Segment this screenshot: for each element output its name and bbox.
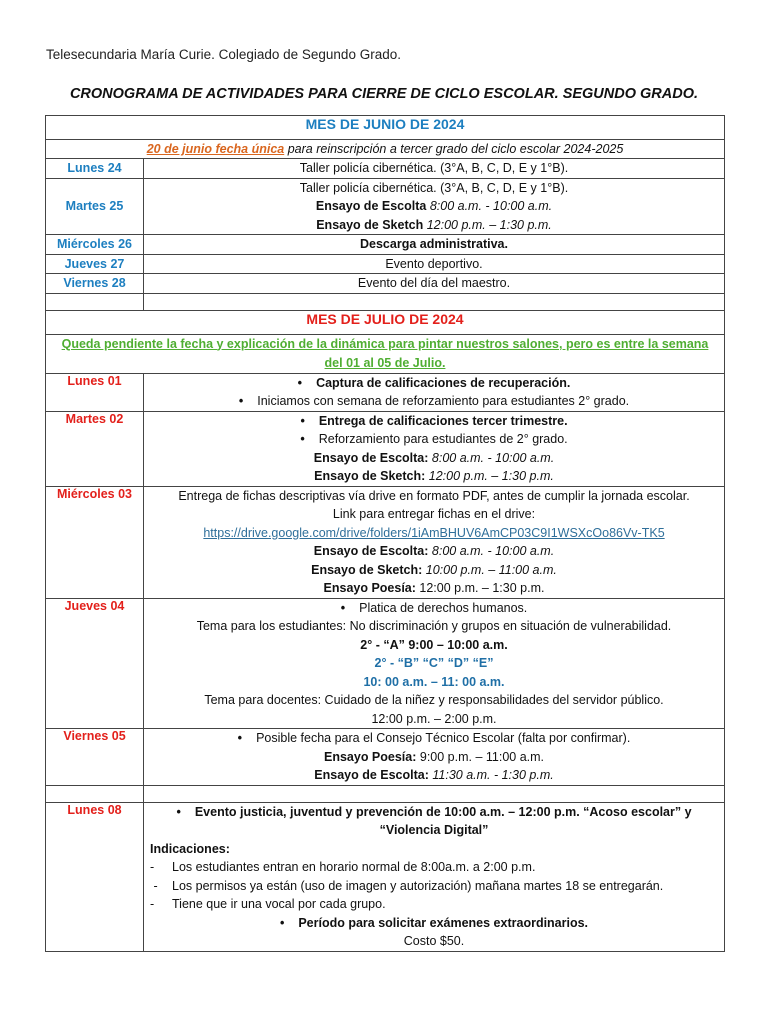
instruction-text: Los estudiantes entran en horario normal de 8:00a.m. a 2:00 p.m.	[172, 860, 536, 874]
instruction-text: Tiene que ir una vocal por cada grupo.	[172, 897, 386, 911]
rehearsal-label: Ensayo de Sketch:	[311, 562, 423, 577]
activity-line: Taller policía cibernética. (3°A, B, C, D, E y 1°B).	[299, 161, 569, 175]
table-row	[46, 235, 725, 255]
cost-line: Costo $50.	[403, 934, 465, 948]
bullet-item: • Período para solicitar exámenes extraordinarios.	[150, 914, 718, 933]
drive-link[interactable]: https://drive.google.com/drive/folders/1iAmBHUV6AmCP03C9I1WSXcOo86Vv-TK5	[203, 525, 665, 540]
rehearsal-label: Ensayo de Escolta:	[313, 544, 429, 558]
bullet-item: • Entrega de calificaciones tercer trimestre.	[150, 412, 718, 431]
bullet-item: • Iniciamos con semana de reforzamiento para estudiantes 2° grado.	[150, 392, 718, 411]
month-row-july	[46, 310, 725, 334]
day-label: Lunes 01	[46, 373, 144, 411]
rehearsal-label: Ensayo Poesía:	[323, 581, 416, 595]
instruction-item: - Tiene que ir una vocal por cada grupo.	[150, 897, 386, 911]
day-label: Lunes 24	[46, 159, 144, 179]
table-row	[46, 159, 725, 179]
rehearsal-label: Ensayo de Escolta:	[313, 450, 429, 465]
activity-line	[150, 197, 718, 216]
day-label: Jueves 27	[46, 254, 144, 274]
table-row	[46, 598, 725, 729]
day-label: Miércoles 03	[46, 486, 144, 598]
day-label: Viernes 28	[46, 274, 144, 294]
table-row	[46, 802, 725, 951]
bullet-item: • Posible fecha para el Consejo Técnico Escolar (falta por confirmar).	[150, 729, 718, 748]
document-title: CRONOGRAMA DE ACTIVIDADES PARA CIERRE DE CICLO ESCOLAR. SEGUNDO GRADO.	[69, 86, 699, 102]
activity-line: Evento deportivo.	[385, 256, 483, 271]
rehearsal-label: Ensayo de Escolta:	[314, 768, 429, 782]
table-row	[46, 373, 725, 411]
bullet-item: • Captura de calificaciones de recuperación.	[150, 374, 718, 393]
rehearsal-label: Ensayo de Escolta	[315, 199, 427, 213]
schedule-table	[45, 115, 725, 952]
instruction-item: - Los estudiantes entran en horario normal de 8:00a.m. a 2:00 p.m.	[150, 860, 536, 874]
month-title: MES DE JUNIO DE 2024	[46, 116, 725, 140]
activity-line: Taller policía cibernética. (3°A, B, C, D, E y 1°B).	[299, 180, 569, 195]
june-note-row	[46, 140, 725, 159]
rehearsal-time: 12:00 p.m. – 1:30 p.m.	[425, 469, 554, 483]
activity-line	[150, 467, 718, 486]
july-note-row	[46, 334, 725, 373]
rehearsal-time: 11:30 a.m. - 1:30 p.m.	[428, 768, 554, 782]
table-row	[46, 729, 725, 786]
activity-cell	[144, 274, 725, 294]
table-row	[46, 178, 725, 235]
group-schedule: 10: 00 a.m. – 11: 00 a.m.	[363, 674, 505, 689]
empty-row	[46, 293, 725, 310]
activity-line	[150, 561, 718, 580]
bullet-item: • Platica de derechos humanos.	[150, 599, 718, 618]
activity-line	[150, 748, 718, 767]
instruction-text: Los permisos ya están (uso de imagen y autorización) mañana martes 18 se entregarán.	[172, 878, 664, 893]
activity-cell	[144, 254, 725, 274]
activity-cell	[144, 411, 725, 486]
day-label: Miércoles 26	[46, 235, 144, 255]
activity-line	[150, 766, 718, 785]
day-label: Jueves 04	[46, 598, 144, 729]
rehearsal-time: 12:00 p.m. – 1:30 p.m.	[415, 581, 545, 595]
activity-line: Descarga administrativa.	[360, 237, 508, 251]
activity-cell	[144, 235, 725, 255]
activity-line: Entrega de fichas descriptivas vía drive en formato PDF, antes de cumplir la jornada escolar.	[178, 488, 690, 503]
activity-line: 12:00 p.m. – 2:00 p.m.	[371, 711, 497, 726]
june-note-text: para reinscripción a tercer grado del ciclo escolar 2024-2025	[284, 142, 624, 156]
bullet-item: • Reforzamiento para estudiantes de 2° grado.	[150, 430, 718, 449]
june-note	[46, 140, 725, 159]
activity-cell	[144, 373, 725, 411]
activity-cell	[144, 178, 725, 235]
activity-cell	[144, 486, 725, 598]
day-label: Lunes 08	[46, 802, 144, 951]
month-title: MES DE JULIO DE 2024	[46, 310, 725, 334]
day-label: Martes 25	[46, 178, 144, 235]
july-note: Queda pendiente la fecha y explicación de la dinámica para pintar nuestros salones, pero es entre la semana del 01 al 05 de Julio.	[46, 334, 725, 373]
rehearsal-label: Ensayo de Sketch	[316, 217, 424, 232]
month-row-june	[46, 116, 725, 140]
activity-line: Tema para docentes: Cuidado de la niñez y responsabilidades del servidor público.	[204, 693, 664, 707]
june-note-date: 20 de junio fecha única	[146, 142, 285, 156]
table-row	[46, 274, 725, 294]
activity-line	[150, 542, 718, 561]
instructions-heading: Indicaciones:	[150, 841, 230, 856]
rehearsal-time: 8:00 a.m. - 10:00 a.m.	[426, 199, 553, 213]
table-row	[46, 411, 725, 486]
activity-cell	[144, 802, 725, 951]
group-schedule: 2° - “A” 9:00 – 10:00 a.m.	[360, 637, 508, 652]
rehearsal-time: 10:00 p.m. – 11:00 a.m.	[422, 562, 557, 577]
activity-line	[150, 449, 718, 468]
group-schedule: 2° - “B” “C” “D” “E”	[374, 656, 494, 670]
rehearsal-time: 9:00 p.m. – 11:00 a.m.	[416, 749, 545, 764]
empty-row	[46, 785, 725, 802]
rehearsal-label: Ensayo de Sketch:	[314, 469, 426, 483]
activity-cell	[144, 729, 725, 786]
rehearsal-time: 8:00 a.m. - 10:00 a.m.	[428, 450, 555, 465]
day-label: Viernes 05	[46, 729, 144, 786]
bullet-item: • Evento justicia, juventud y prevención de 10:00 a.m. – 12:00 p.m. “Acoso escolar” y	[150, 803, 718, 822]
activity-line	[150, 216, 718, 235]
table-row	[46, 486, 725, 598]
day-label: Martes 02	[46, 411, 144, 486]
activity-cell	[144, 159, 725, 179]
activity-line	[150, 579, 718, 598]
instruction-item: - Los permisos ya están (uso de imagen y autorización) mañana martes 18 se entregarán.	[150, 878, 664, 893]
activity-line: Link para entregar fichas en el drive:	[332, 507, 536, 521]
activity-line: Tema para los estudiantes: No discriminación y grupos en situación de vulnerabilidad.	[196, 619, 672, 633]
school-header: Telesecundaria María Curie. Colegiado de Segundo Grado.	[46, 47, 401, 62]
activity-cell	[144, 598, 725, 729]
rehearsal-label: Ensayo Poesía:	[323, 749, 417, 764]
table-row	[46, 254, 725, 274]
activity-line: “Violencia Digital”	[379, 823, 489, 837]
activity-line: Evento del día del maestro.	[357, 276, 511, 290]
rehearsal-time: 8:00 a.m. - 10:00 a.m.	[428, 544, 555, 558]
rehearsal-time: 12:00 p.m. – 1:30 p.m.	[423, 217, 552, 232]
